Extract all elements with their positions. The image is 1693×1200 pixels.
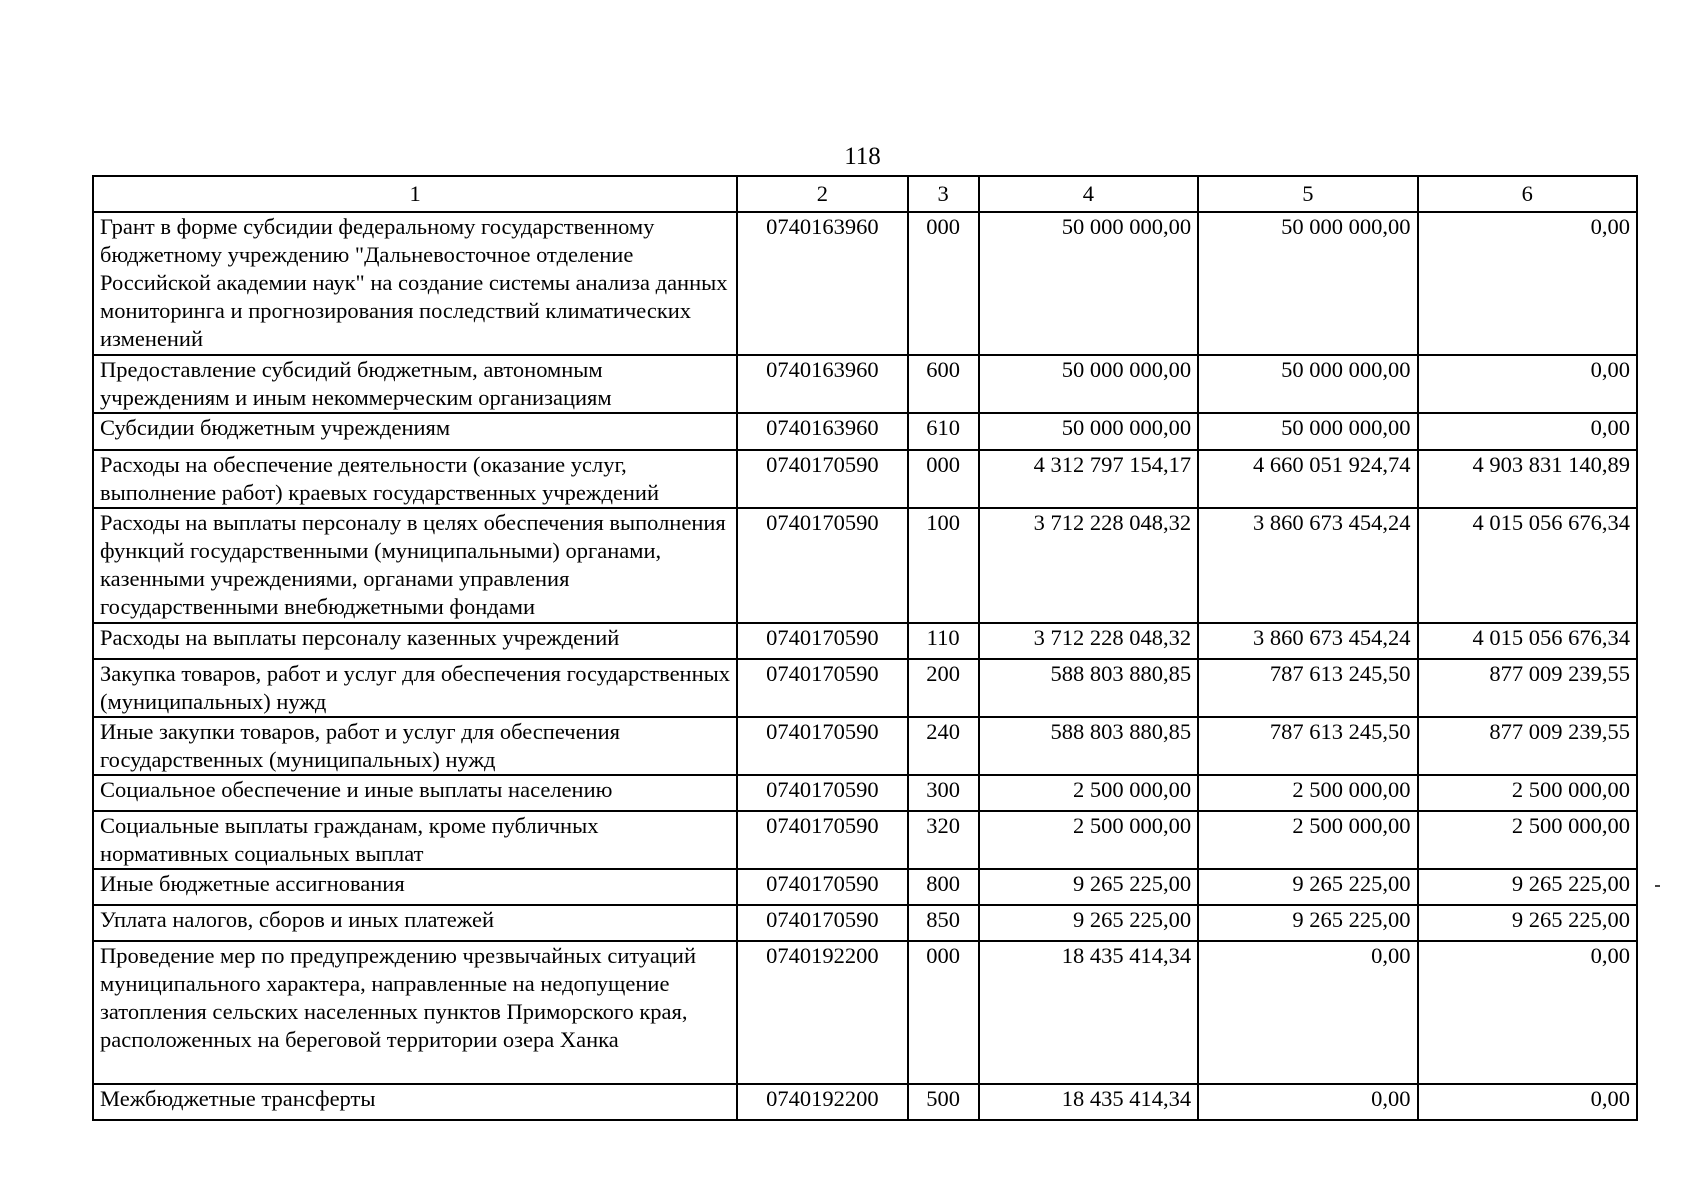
amount-col6: 877 009 239,55 [1418, 717, 1637, 775]
target-code: 0740170590 [737, 905, 907, 941]
amount-col4: 3 712 228 048,32 [979, 623, 1198, 659]
column-header: 5 [1198, 176, 1417, 212]
amount-col4: 2 500 000,00 [979, 811, 1198, 869]
amount-col5: 50 000 000,00 [1198, 413, 1417, 450]
amount-col4: 50 000 000,00 [979, 413, 1198, 450]
expense-type: 100 [908, 508, 979, 623]
amount-col4: 588 803 880,85 [979, 659, 1198, 717]
column-header: 6 [1418, 176, 1637, 212]
amount-col4: 50 000 000,00 [979, 355, 1198, 413]
scan-speck [1655, 885, 1660, 887]
column-header: 3 [908, 176, 979, 212]
table-row [93, 869, 1637, 905]
amount-col6: 0,00 [1418, 413, 1637, 450]
expense-type: 240 [908, 717, 979, 775]
amount-col5: 50 000 000,00 [1198, 212, 1417, 355]
column-header: 4 [979, 176, 1198, 212]
amount-col5: 0,00 [1198, 941, 1417, 1084]
expense-name: Проведение мер по предупреждению чрезвычайных ситуаций муниципального характера, направленные на недопущение затопления сельских населенных пунктов Приморского края, расположенных на береговой территории озера Ханка [93, 941, 737, 1084]
expense-name: Социальные выплаты гражданам, кроме публичных нормативных социальных выплат [93, 811, 737, 869]
amount-col6: 2 500 000,00 [1418, 775, 1637, 811]
amount-col5: 2 500 000,00 [1198, 811, 1417, 869]
amount-col5: 787 613 245,50 [1198, 717, 1417, 775]
expense-name: Межбюджетные трансферты [93, 1084, 737, 1120]
expense-name: Уплата налогов, сборов и иных платежей [93, 905, 737, 941]
amount-col4: 9 265 225,00 [979, 869, 1198, 905]
table-row [93, 413, 1637, 450]
amount-col5: 3 860 673 454,24 [1198, 623, 1417, 659]
expense-name: Социальное обеспечение и иные выплаты населению [93, 775, 737, 811]
expense-type: 800 [908, 869, 979, 905]
table-row [93, 508, 1637, 623]
target-code: 0740170590 [737, 450, 907, 508]
target-code: 0740170590 [737, 775, 907, 811]
amount-col6: 4 015 056 676,34 [1418, 508, 1637, 623]
column-header: 1 [93, 176, 737, 212]
amount-col4: 3 712 228 048,32 [979, 508, 1198, 623]
amount-col4: 4 312 797 154,17 [979, 450, 1198, 508]
target-code: 0740170590 [737, 811, 907, 869]
amount-col5: 4 660 051 924,74 [1198, 450, 1417, 508]
amount-col4: 9 265 225,00 [979, 905, 1198, 941]
expense-type: 850 [908, 905, 979, 941]
target-code: 0740170590 [737, 869, 907, 905]
expense-name: Иные закупки товаров, работ и услуг для обеспечения государственных (муниципальных) нужд [93, 717, 737, 775]
target-code: 0740170590 [737, 623, 907, 659]
table-row [93, 1084, 1637, 1120]
expense-type: 000 [908, 450, 979, 508]
budget-table [92, 175, 1638, 1121]
expense-name: Предоставление субсидий бюджетным, автономным учреждениям и иным некоммерческим организациям [93, 355, 737, 413]
amount-col4: 588 803 880,85 [979, 717, 1198, 775]
amount-col6: 4 903 831 140,89 [1418, 450, 1637, 508]
table-row [93, 775, 1637, 811]
expense-name: Грант в форме субсидии федеральному государственному бюджетному учреждению "Дальневосточное отделение Российской академии наук" на создание системы анализа данных мониторинга и прогнозирования последствий климатических изменений [93, 212, 737, 355]
table-row [93, 355, 1637, 413]
expense-name: Иные бюджетные ассигнования [93, 869, 737, 905]
target-code: 0740163960 [737, 212, 907, 355]
expense-type: 110 [908, 623, 979, 659]
expense-name: Расходы на обеспечение деятельности (оказание услуг, выполнение работ) краевых государственных учреждений [93, 450, 737, 508]
expense-name: Субсидии бюджетным учреждениям [93, 413, 737, 450]
amount-col5: 2 500 000,00 [1198, 775, 1417, 811]
amount-col6: 9 265 225,00 [1418, 905, 1637, 941]
amount-col6: 9 265 225,00 [1418, 869, 1637, 905]
expense-type: 000 [908, 941, 979, 1084]
amount-col4: 18 435 414,34 [979, 1084, 1198, 1120]
expense-type: 610 [908, 413, 979, 450]
amount-col5: 3 860 673 454,24 [1198, 508, 1417, 623]
expense-type: 320 [908, 811, 979, 869]
target-code: 0740192200 [737, 941, 907, 1084]
amount-col6: 0,00 [1418, 941, 1637, 1084]
header-row [93, 176, 1637, 212]
column-header: 2 [737, 176, 907, 212]
amount-col6: 4 015 056 676,34 [1418, 623, 1637, 659]
table-row [93, 905, 1637, 941]
expense-name: Закупка товаров, работ и услуг для обеспечения государственных (муниципальных) нужд [93, 659, 737, 717]
expense-type: 200 [908, 659, 979, 717]
table-row [93, 212, 1637, 355]
expense-type: 300 [908, 775, 979, 811]
amount-col6: 2 500 000,00 [1418, 811, 1637, 869]
amount-col5: 787 613 245,50 [1198, 659, 1417, 717]
page-number: 118 [844, 143, 881, 170]
amount-col5: 0,00 [1198, 1084, 1417, 1120]
target-code: 0740192200 [737, 1084, 907, 1120]
expense-name: Расходы на выплаты персоналу казенных учреждений [93, 623, 737, 659]
target-code: 0740170590 [737, 659, 907, 717]
amount-col5: 50 000 000,00 [1198, 355, 1417, 413]
target-code: 0740163960 [737, 413, 907, 450]
amount-col6: 0,00 [1418, 1084, 1637, 1120]
amount-col5: 9 265 225,00 [1198, 869, 1417, 905]
target-code: 0740170590 [737, 717, 907, 775]
expense-type: 000 [908, 212, 979, 355]
target-code: 0740163960 [737, 355, 907, 413]
expense-name: Расходы на выплаты персоналу в целях обеспечения выполнения функций государственными (муниципальными) органами, казенными учреждениями, органами управления государственными внебюджетными фондами [93, 508, 737, 623]
amount-col6: 0,00 [1418, 355, 1637, 413]
expense-type: 600 [908, 355, 979, 413]
table-row [93, 623, 1637, 659]
amount-col4: 18 435 414,34 [979, 941, 1198, 1084]
target-code: 0740170590 [737, 508, 907, 623]
table-row [93, 450, 1637, 508]
amount-col5: 9 265 225,00 [1198, 905, 1417, 941]
table-row [93, 811, 1637, 869]
table-row [93, 659, 1637, 717]
expense-type: 500 [908, 1084, 979, 1120]
table-row [93, 941, 1637, 1084]
table-row [93, 717, 1637, 775]
amount-col6: 0,00 [1418, 212, 1637, 355]
amount-col4: 2 500 000,00 [979, 775, 1198, 811]
amount-col4: 50 000 000,00 [979, 212, 1198, 355]
amount-col6: 877 009 239,55 [1418, 659, 1637, 717]
